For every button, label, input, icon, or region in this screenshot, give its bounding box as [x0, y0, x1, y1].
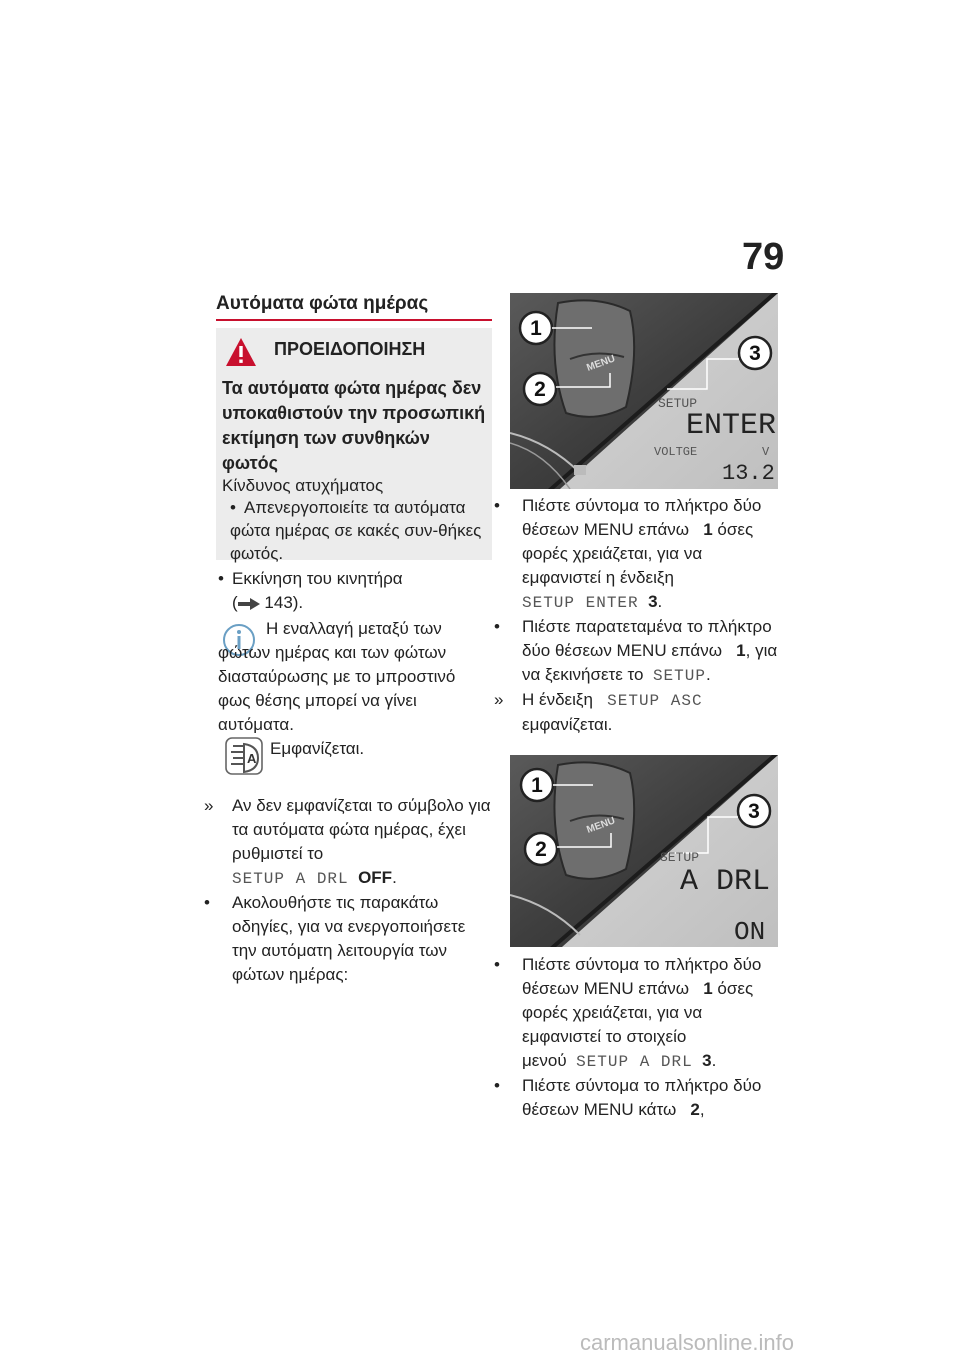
page-reference[interactable]: 143). — [264, 593, 304, 612]
fuel-icon — [574, 465, 586, 475]
result-text: Η ένδειξη — [522, 690, 593, 709]
start-engine-text: Εκκίνηση του κινητήρα — [232, 569, 403, 588]
step1-num: 1 — [703, 520, 713, 539]
step3-num: 1 — [703, 979, 713, 998]
lcd-voltage-label: VOLTGE — [654, 445, 698, 459]
warning-action-text: Απενεργοποιείτε τα αυτόματα φώτα ημέρας σε κακές συν-θήκες φωτός. — [230, 498, 482, 563]
instrument-photo-enter — [510, 293, 778, 489]
callout-3-b: 3 — [748, 800, 760, 823]
step3-text2: όσες φορές χρειάζεται, για να εμφανιστεί το στοιχείο μενού — [522, 979, 754, 1070]
step2-text2: , για να ξεκινήσετε το — [522, 641, 778, 684]
lcd-voltage-value: 13.2 — [722, 461, 775, 486]
callout-2: 2 — [534, 378, 546, 401]
follow-instructions: Ακολουθήστε τις παρακάτω οδηγίες, για να ενεργοποιήσετε την αυτόματη λειτουργία των φώτων ημέρας: — [232, 893, 466, 984]
step3-text: Πιέστε σύντομα το πλήκτρο δύο θέσεων MENU επάνω — [522, 955, 762, 998]
setup-code: SETUP — [652, 667, 706, 685]
warning-statement: Τα αυτόματα φώτα ημέρας δεν υποκαθιστούν την προσωπική εκτίμηση των συνθηκών φωτός — [222, 378, 486, 473]
step1-num2: 3 — [648, 592, 658, 611]
lcd-setup: SETUP — [658, 396, 698, 411]
step1-text2: όσες φορές χρειάζεται, για να εμφανιστεί η ένδειξη — [522, 520, 754, 587]
setup-a-drl-code-2: SETUP A DRL — [576, 1053, 693, 1071]
page-reference-arrow-icon — [238, 598, 260, 610]
callout-3: 3 — [749, 342, 761, 365]
steps-block-1: • Πιέστε σύντομα το πλήκτρο δύο θέσεων MENU επάνω 1 όσες φορές χρειάζεται, για να εμφανιστεί η ένδειξη SETUP ENTER 3. • Πιέστε παρατεταμένα το πλήκτρο δύο θέσεων MENU επάνω 1, για να ξεκινήσετε το SETUP. » Η ένδειξη SETUP ASC εμφανίζεται. — [494, 496, 778, 734]
step2-num: 1 — [736, 641, 746, 660]
callout-1: 1 — [530, 317, 542, 340]
lcd-on-value: ON — [734, 917, 766, 947]
warning-triangle-icon — [225, 337, 257, 367]
info-note: Η εναλλαγή μεταξύ των φώτων ημέρας και των φώτων διασταύρωσης με το μπροστινό φως θέσης μπορεί να γίνει αυτόματα. — [218, 619, 456, 734]
step4-text: Πιέστε σύντομα το πλήκτρο δύο θέσεων MENU κάτω — [522, 1076, 762, 1119]
step3-num2: 3 — [702, 1051, 712, 1070]
start-engine-step: • Εκκίνηση του κινητήρα ( 143). — [218, 569, 403, 612]
off-value: OFF — [358, 868, 393, 887]
page-number: 79 — [742, 236, 785, 278]
setup-enter-code: SETUP ENTER — [522, 594, 639, 612]
auto-daytime-light-icon — [224, 736, 264, 776]
warning-cause: Κίνδυνος ατυχήματος — [222, 476, 384, 495]
if-not-shown-result: » Αν δεν εμφανίζεται το σύμβολο για τα αυτόματα φώτα ημέρας, έχει ρυθμιστεί το SETUP A DRL OFF. • Ακολουθήστε τις παρακάτω οδηγίες, για να ενεργοποιήσετε την αυτόματη λειτουργία των φώτων ημέρας: — [204, 796, 491, 984]
menu-button-label: MENU — [585, 353, 617, 374]
instrument-photo-drl — [510, 755, 778, 947]
warning-action: • Απενεργοποιείτε τα αυτόματα φώτα ημέρας σε κακές συν-θήκες φωτός. — [230, 498, 482, 563]
svg-text:A: A — [247, 751, 257, 766]
step2-text: Πιέστε παρατεταμένα το πλήκτρο δύο θέσεων MENU επάνω — [522, 617, 772, 660]
callout-2-b: 2 — [535, 838, 547, 861]
lcd-enter: ENTER — [686, 409, 777, 443]
footer-watermark: carmanualsonline.info — [580, 1330, 795, 1355]
steps-block-2: • Πιέστε σύντομα το πλήκτρο δύο θέσεων MENU επάνω 1 όσες φορές χρειάζεται, για να εμφανιστεί το στοιχείο μενού SETUP A DRL 3. • Πιέστε σύντομα το πλήκτρο δύο θέσεων MENU κάτω 2, — [494, 955, 762, 1119]
result-text2: εμφανίζεται. — [522, 715, 613, 734]
step1-text: Πιέστε σύντομα το πλήκτρο δύο θέσεων MENU επάνω — [522, 496, 762, 539]
callout-1-b: 1 — [531, 774, 543, 797]
warning-heading: ΠΡΟΕΙΔΟΠΟΙΗΣΗ — [274, 339, 426, 359]
section-title: Αυτόματα φώτα ημέρας — [216, 293, 429, 314]
menu-button-label-2: MENU — [585, 815, 617, 836]
setup-asc-code: SETUP ASC — [607, 692, 703, 710]
lcd-setup-2: SETUP — [660, 850, 700, 865]
step4-num: 2 — [690, 1100, 700, 1119]
setup-a-drl-code: SETUP A DRL — [232, 870, 349, 888]
lcd-voltage-unit: V — [762, 445, 770, 459]
lcd-a-drl: A DRL — [680, 865, 771, 899]
section-divider — [216, 319, 492, 321]
appears-text: Εμφανίζεται. — [270, 739, 365, 758]
if-not-text: Αν δεν εμφανίζεται το σύμβολο για τα αυτόματα φώτα ημέρας, έχει ρυθμιστεί το — [232, 796, 491, 863]
